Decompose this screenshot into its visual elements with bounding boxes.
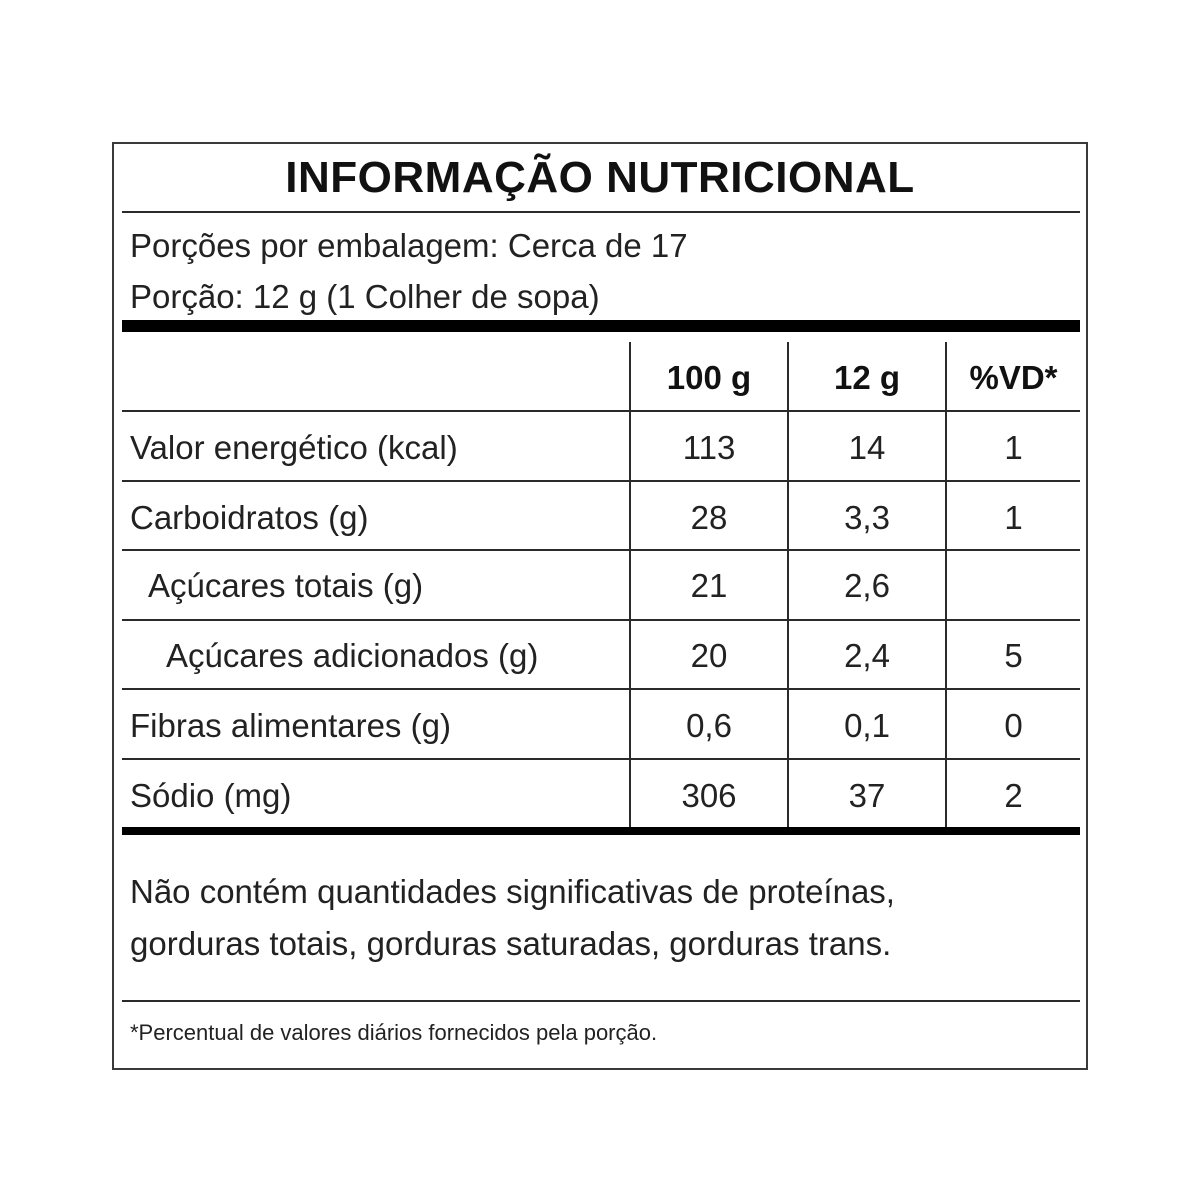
cell-energy-100g: 113 bbox=[682, 429, 736, 466]
cell-sodium-vd: 2 bbox=[1004, 777, 1023, 814]
divider bbox=[122, 549, 1080, 551]
divider bbox=[122, 1000, 1080, 1002]
row-label-added-sugars: Açúcares adicionados (g) bbox=[166, 637, 539, 674]
row-label-energy: Valor energético (kcal) bbox=[130, 429, 458, 466]
row-label-fiber: Fibras alimentares (g) bbox=[130, 707, 451, 744]
note-line-1: Não contém quantidades significativas de proteínas, bbox=[130, 873, 895, 910]
label-title: INFORMAÇÃO NUTRICIONAL bbox=[285, 153, 915, 202]
divider bbox=[122, 688, 1080, 690]
column-header-portion: 12 g bbox=[833, 359, 901, 396]
cell-fiber-100g: 0,6 bbox=[686, 707, 732, 744]
cell-carbs-portion: 3,3 bbox=[844, 499, 890, 536]
cell-added-sugars-portion: 2,4 bbox=[844, 637, 890, 674]
daily-value-footnote: *Percentual de valores diários fornecidos pela porção. bbox=[130, 1020, 658, 1045]
column-header-vd: %VD* bbox=[969, 359, 1058, 396]
cell-fiber-portion: 0,1 bbox=[844, 707, 890, 744]
cell-sodium-portion: 37 bbox=[848, 777, 886, 814]
divider bbox=[122, 211, 1080, 213]
row-label-sodium: Sódio (mg) bbox=[130, 777, 292, 814]
cell-sodium-100g: 306 bbox=[681, 777, 737, 814]
cell-total-sugars-portion: 2,6 bbox=[844, 567, 890, 604]
thick-divider bbox=[122, 320, 1080, 332]
row-label-carbs: Carboidratos (g) bbox=[130, 499, 369, 536]
servings-per-package: Porções por embalagem: Cerca de 17 bbox=[130, 227, 688, 264]
cell-added-sugars-vd: 5 bbox=[1004, 637, 1023, 674]
serving-size: Porção: 12 g (1 Colher de sopa) bbox=[130, 278, 600, 315]
column-header-100g: 100 g bbox=[666, 359, 752, 396]
divider bbox=[122, 619, 1080, 621]
row-label-total-sugars: Açúcares totais (g) bbox=[148, 567, 424, 604]
cell-total-sugars-100g: 21 bbox=[690, 567, 728, 604]
thick-divider bbox=[122, 827, 1080, 835]
divider bbox=[122, 410, 1080, 412]
cell-added-sugars-100g: 20 bbox=[690, 637, 728, 674]
cell-carbs-vd: 1 bbox=[1004, 499, 1023, 536]
column-divider bbox=[945, 342, 947, 828]
cell-fiber-vd: 0 bbox=[1004, 707, 1023, 744]
divider bbox=[122, 480, 1080, 482]
cell-carbs-100g: 28 bbox=[690, 499, 728, 536]
cell-energy-portion: 14 bbox=[848, 429, 886, 466]
note-line-2: gorduras totais, gorduras saturadas, gorduras trans. bbox=[130, 925, 892, 962]
cell-energy-vd: 1 bbox=[1004, 429, 1023, 466]
divider bbox=[122, 758, 1080, 760]
